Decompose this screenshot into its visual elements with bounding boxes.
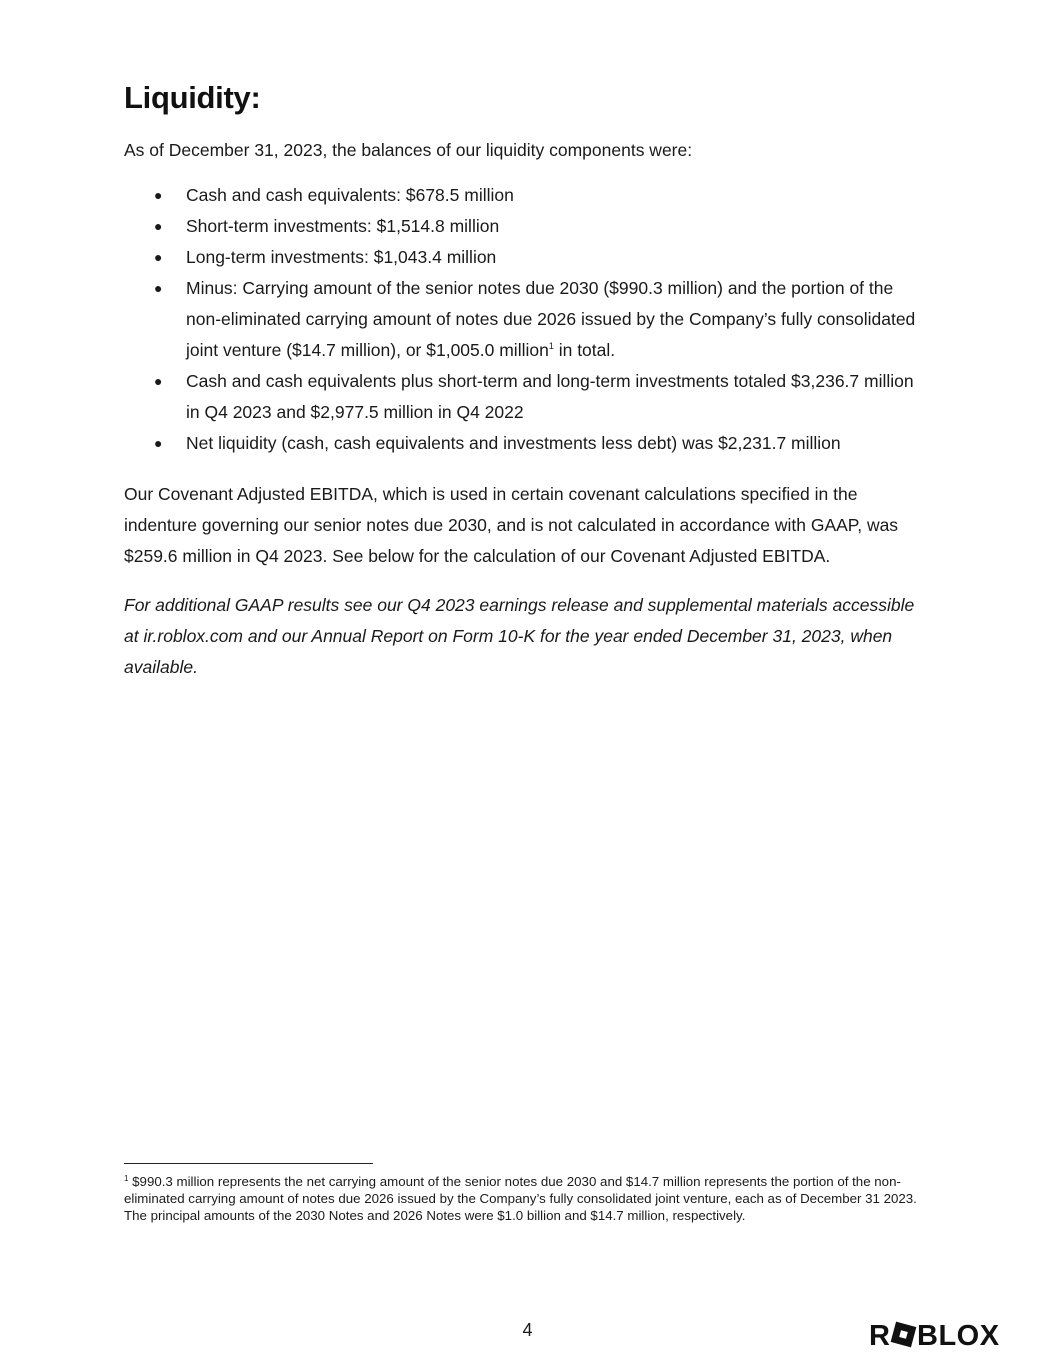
list-item <box>124 273 930 366</box>
logo-letters-blox: BLOX <box>917 1320 1000 1349</box>
bullet-icon: ● <box>154 218 163 234</box>
list-item <box>124 366 930 428</box>
footnote-divider <box>124 1163 373 1164</box>
footnote-text: $990.3 million represents the net carrying amount of the senior notes due 2030 and $14.7 million represents the portion of the non-eliminated carrying amount of notes due 2026 issued by the Company’s fully consolidated joint venture, each as of December 31 2023. The principal amounts of the 2030 Notes and 2026 Notes were $1.0 billion and $14.7 million, respectively. <box>124 1174 917 1223</box>
list-item-text: Long-term investments: $1,043.4 million <box>186 247 497 267</box>
list-item-text: Short-term investments: $1,514.8 million <box>186 216 500 236</box>
gaap-note-paragraph: For additional GAAP results see our Q4 2023 earnings release and supplemental materials accessible at ir.roblox.com and our Annual Report on Form 10-K for the year ended December 31, 2023, when available. <box>124 595 915 677</box>
roblox-logo <box>869 1319 1010 1349</box>
bullet-icon: ● <box>154 249 163 265</box>
list-item <box>124 180 930 211</box>
intro-paragraph: As of December 31, 2023, the balances of our liquidity components were: <box>124 140 693 160</box>
list-item <box>124 211 930 242</box>
logo-tilted-square-icon <box>891 1322 917 1348</box>
page-number: 4 <box>522 1320 533 1340</box>
footnote-reference[interactable]: 1 <box>548 341 554 351</box>
list-item-text: Net liquidity (cash, cash equivalents and investments less debt) was $2,231.7 million <box>186 433 841 453</box>
list-item-text: Cash and cash equivalents: $678.5 million <box>186 185 514 205</box>
bullet-icon: ● <box>154 435 163 451</box>
bullet-icon: ● <box>154 373 163 389</box>
footnote <box>124 1173 934 1224</box>
bullet-icon: ● <box>154 280 163 296</box>
liquidity-list <box>124 180 930 459</box>
footnote-marker: 1 <box>124 1174 129 1183</box>
page-title: Liquidity: <box>124 80 261 115</box>
list-item <box>124 242 930 273</box>
list-item-text-end: in total. <box>553 340 616 360</box>
logo-letter-r: R <box>869 1320 891 1349</box>
ebitda-paragraph: Our Covenant Adjusted EBITDA, which is used in certain covenant calculations specified in the indenture governing our senior notes due 2030, and is not calculated in accordance with GAAP, was $259.6 million in Q4 2023. See below for the calculation of our Covenant Adjusted EBITDA. <box>124 484 899 566</box>
list-item <box>124 428 930 459</box>
list-item-text: Minus: Carrying amount of the senior notes due 2030 ($990.3 million) and the portion of the non-eliminated carrying amount of notes due 2026 issued by the Company’s fully consolidated joint venture ($14.7 million), or $1,005.0 million <box>186 278 916 360</box>
list-item-text: Cash and cash equivalents plus short-term and long-term investments totaled $3,236.7 million in Q4 2023 and $2,977.5 million in Q4 2022 <box>186 371 914 422</box>
bullet-icon: ● <box>154 187 163 203</box>
